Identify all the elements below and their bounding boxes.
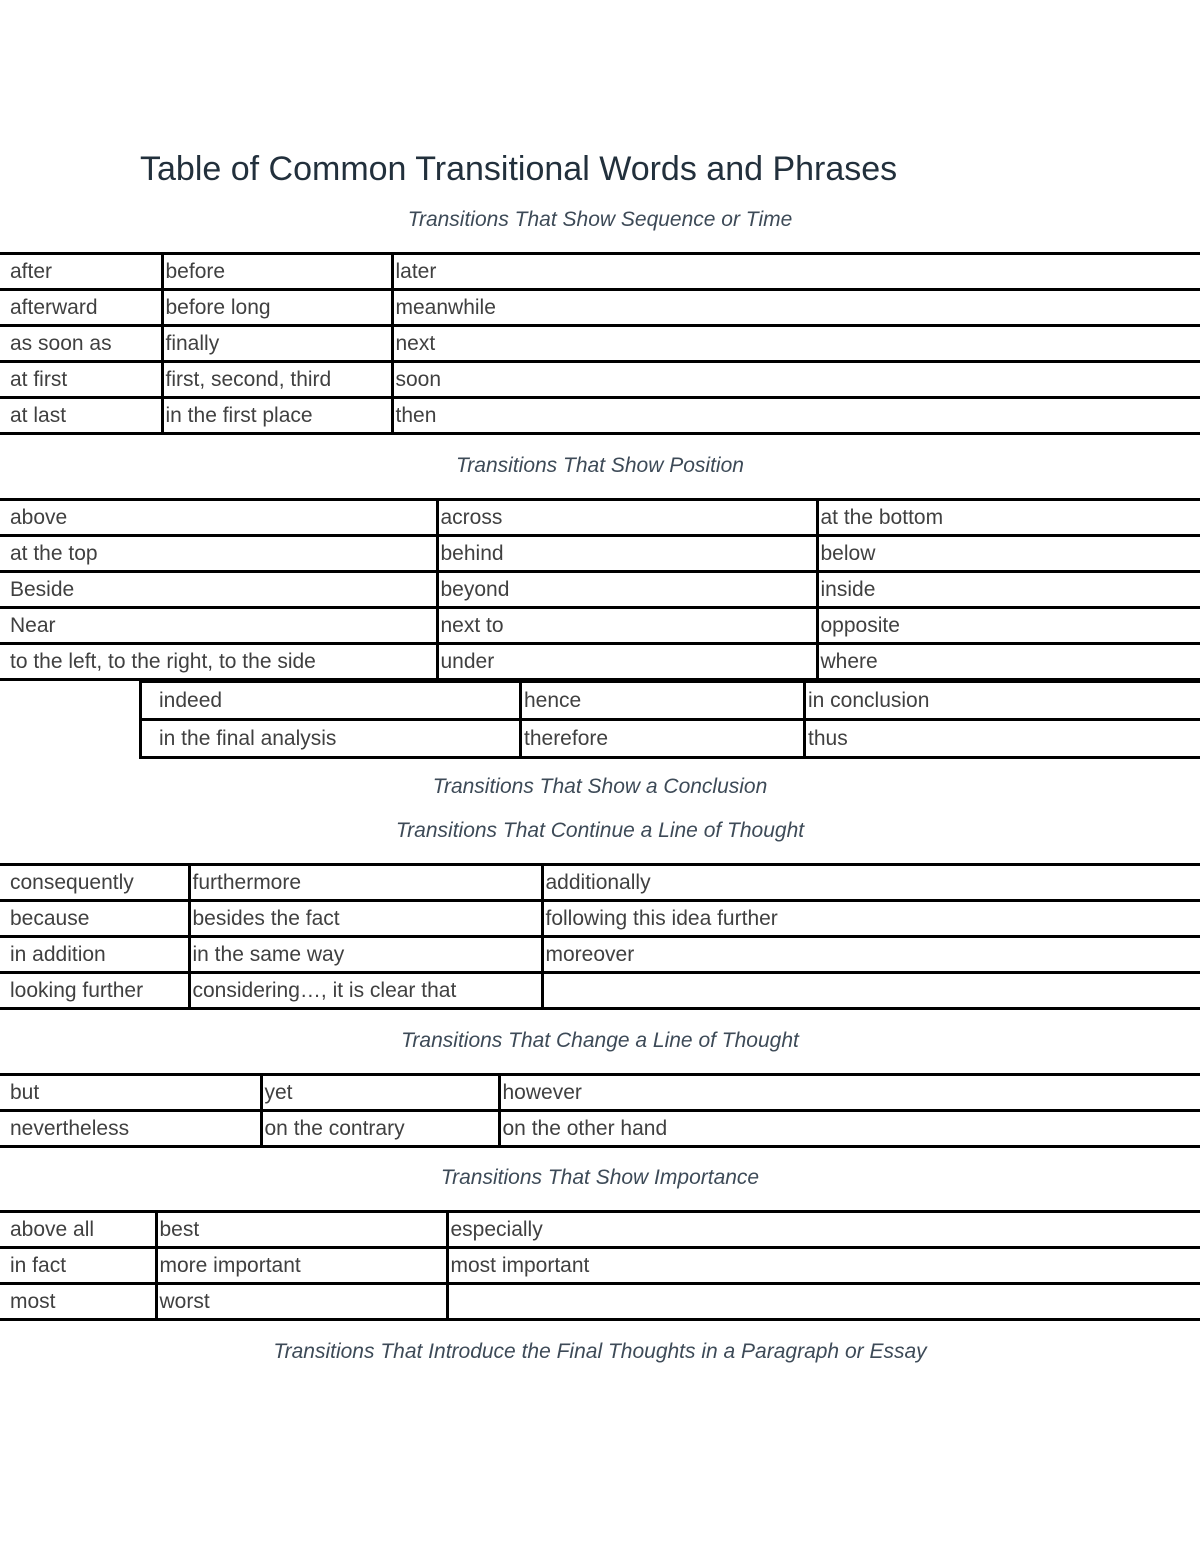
table-cell: below — [817, 536, 1200, 572]
table-cell: next to — [437, 608, 817, 644]
table-cell: above all — [0, 1212, 156, 1248]
table-row — [0, 572, 1200, 608]
table-cell: at the top — [0, 536, 437, 572]
table-cell: Beside — [0, 572, 437, 608]
table-cell: first, second, third — [162, 362, 392, 398]
table-cell: on the other hand — [499, 1111, 1200, 1147]
table-cell — [542, 973, 1200, 1009]
table-cell: because — [0, 901, 189, 937]
table-cell: besides the fact — [189, 901, 542, 937]
table-importance — [0, 1210, 1200, 1321]
table-cell: after — [0, 254, 162, 290]
table-cell: looking further — [0, 973, 189, 1009]
table-row — [0, 937, 1200, 973]
table-cell: therefore — [521, 720, 805, 758]
table-cell: moreover — [542, 937, 1200, 973]
table-cell: under — [437, 644, 817, 680]
table-cell: yet — [261, 1075, 499, 1111]
table-cell: opposite — [817, 608, 1200, 644]
table-row — [0, 362, 1200, 398]
table-cell: in the first place — [162, 398, 392, 434]
caption-importance: Transitions That Show Importance — [440, 1166, 760, 1189]
table-cell: Near — [0, 608, 437, 644]
table-row — [0, 644, 1200, 680]
table-cell: but — [0, 1075, 261, 1111]
table-row — [0, 608, 1200, 644]
table-cell: in addition — [0, 937, 189, 973]
table-row — [0, 901, 1200, 937]
table-cell: more important — [156, 1248, 447, 1284]
table-row — [0, 1111, 1200, 1147]
table-cell: considering…, it is clear that — [189, 973, 542, 1009]
table-cell: hence — [521, 682, 805, 720]
table-sequence — [0, 252, 1200, 435]
table-conclusion — [139, 680, 1200, 759]
table-continue — [0, 863, 1200, 1010]
table-cell: finally — [162, 326, 392, 362]
table-row — [0, 536, 1200, 572]
table-row — [0, 1075, 1200, 1111]
caption-continue: Transitions That Continue a Line of Thought — [395, 819, 805, 842]
table-row — [141, 720, 1200, 758]
table-cell: worst — [156, 1284, 447, 1320]
table-cell: behind — [437, 536, 817, 572]
caption-final: Transitions That Introduce the Final Thoughts in a Paragraph or Essay — [273, 1340, 927, 1363]
table-cell: indeed — [141, 682, 521, 720]
table-cell: soon — [392, 362, 1200, 398]
table-cell: in the final analysis — [141, 720, 521, 758]
table-cell: at last — [0, 398, 162, 434]
table-cell: to the left, to the right, to the side — [0, 644, 437, 680]
table-cell: following this idea further — [542, 901, 1200, 937]
table-cell: before — [162, 254, 392, 290]
table-cell: later — [392, 254, 1200, 290]
table-row — [0, 326, 1200, 362]
table-cell: as soon as — [0, 326, 162, 362]
caption-sequence: Transitions That Show Sequence or Time — [407, 208, 793, 231]
table-cell: in conclusion — [805, 682, 1200, 720]
table-cell: beyond — [437, 572, 817, 608]
table-cell: across — [437, 500, 817, 536]
table-row — [0, 865, 1200, 901]
table-row — [0, 398, 1200, 434]
table-cell: where — [817, 644, 1200, 680]
table-cell: at first — [0, 362, 162, 398]
table-row — [0, 290, 1200, 326]
table-position — [0, 498, 1200, 681]
table-cell: then — [392, 398, 1200, 434]
table-cell: afterward — [0, 290, 162, 326]
table-row — [0, 1284, 1200, 1320]
table-cell: in fact — [0, 1248, 156, 1284]
caption-position: Transitions That Show Position — [456, 454, 744, 477]
table-row — [0, 1212, 1200, 1248]
table-cell: most important — [447, 1248, 1200, 1284]
table-cell: on the contrary — [261, 1111, 499, 1147]
caption-conclusion: Transitions That Show a Conclusion — [432, 775, 768, 798]
table-cell: thus — [805, 720, 1200, 758]
table-row — [0, 254, 1200, 290]
table-row — [0, 1248, 1200, 1284]
table-cell: additionally — [542, 865, 1200, 901]
table-cell: best — [156, 1212, 447, 1248]
table-cell: furthermore — [189, 865, 542, 901]
table-change — [0, 1073, 1200, 1148]
table-row — [141, 682, 1200, 720]
table-cell: however — [499, 1075, 1200, 1111]
table-cell: next — [392, 326, 1200, 362]
table-cell: in the same way — [189, 937, 542, 973]
table-cell: inside — [817, 572, 1200, 608]
table-row — [0, 973, 1200, 1009]
table-row — [0, 500, 1200, 536]
table-cell: especially — [447, 1212, 1200, 1248]
table-cell: consequently — [0, 865, 189, 901]
table-cell: before long — [162, 290, 392, 326]
table-cell: most — [0, 1284, 156, 1320]
table-cell: at the bottom — [817, 500, 1200, 536]
table-cell: nevertheless — [0, 1111, 261, 1147]
table-cell: meanwhile — [392, 290, 1200, 326]
caption-change: Transitions That Change a Line of Thought — [401, 1029, 799, 1052]
page-title: Table of Common Transitional Words and Phrases — [140, 150, 898, 188]
table-cell: above — [0, 500, 437, 536]
table-cell — [447, 1284, 1200, 1320]
